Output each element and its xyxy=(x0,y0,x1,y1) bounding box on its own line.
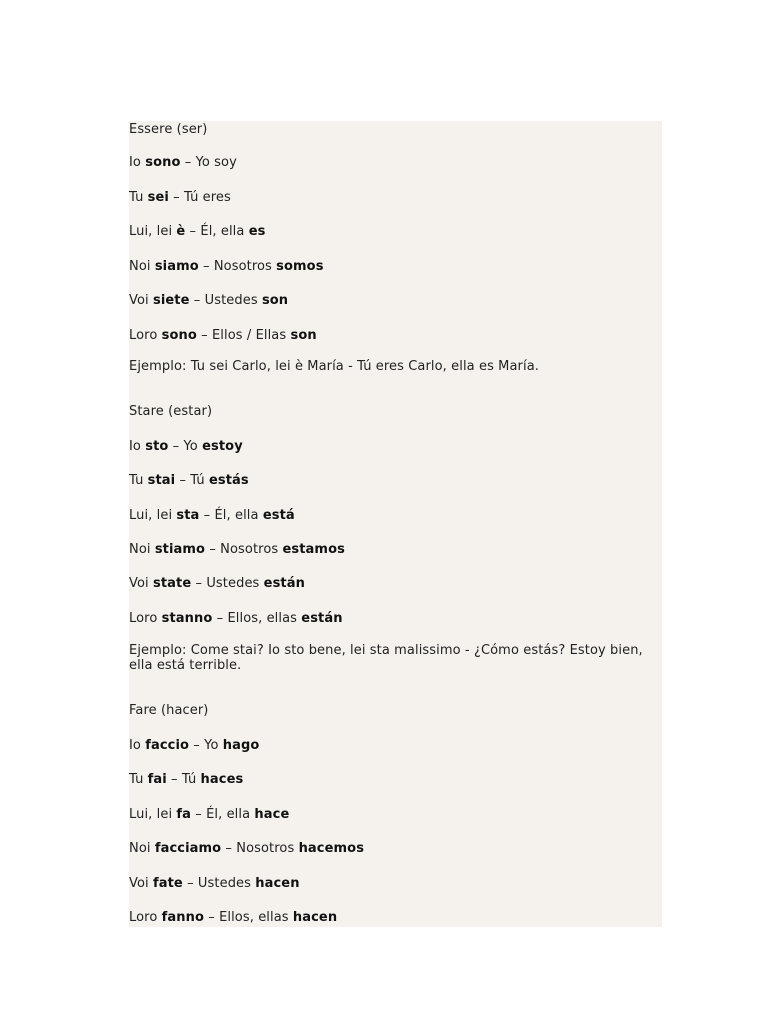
conjugation-row: Lui, lei è – Él, ella es xyxy=(129,224,266,239)
conjugation-row: Tu stai – Tú estás xyxy=(129,473,249,488)
conjugation-row: Io sono – Yo soy xyxy=(129,155,237,170)
conjugation-row: Voi fate – Ustedes hacen xyxy=(129,876,300,891)
conjugation-row: Lui, lei sta – Él, ella está xyxy=(129,508,295,523)
conjugation-row: Lui, lei fa – Él, ella hace xyxy=(129,807,290,822)
conjugation-row: Io sto – Yo estoy xyxy=(129,439,243,454)
example-essere: Ejemplo: Tu sei Carlo, lei è María - Tú eres Carlo, ella es María. xyxy=(129,359,540,374)
conjugation-row: Voi state – Ustedes están xyxy=(129,576,305,591)
conjugation-row: Noi facciamo – Nosotros hacemos xyxy=(129,841,365,856)
example-stare: Ejemplo: Come stai? Io sto bene, lei sta malissimo - ¿Cómo estás? Estoy bien, ella está terrible. xyxy=(129,643,643,673)
conjugation-row: Tu sei – Tú eres xyxy=(129,190,231,205)
conjugation-row: Noi stiamo – Nosotros estamos xyxy=(129,542,345,557)
conjugation-row: Loro sono – Ellos / Ellas son xyxy=(129,328,317,343)
conjugation-row: Tu fai – Tú haces xyxy=(129,772,244,787)
conjugation-row: Io faccio – Yo hago xyxy=(129,738,260,753)
section-title-stare: Stare (estar) xyxy=(129,404,213,419)
conjugation-row: Loro fanno – Ellos, ellas hacen xyxy=(129,910,338,925)
conjugation-row: Voi siete – Ustedes son xyxy=(129,293,289,308)
section-title-essere: Essere (ser) xyxy=(129,122,208,137)
document-page xyxy=(129,121,662,927)
conjugation-row: Loro stanno – Ellos, ellas están xyxy=(129,611,343,626)
section-title-fare: Fare (hacer) xyxy=(129,703,209,718)
conjugation-row: Noi siamo – Nosotros somos xyxy=(129,259,324,274)
